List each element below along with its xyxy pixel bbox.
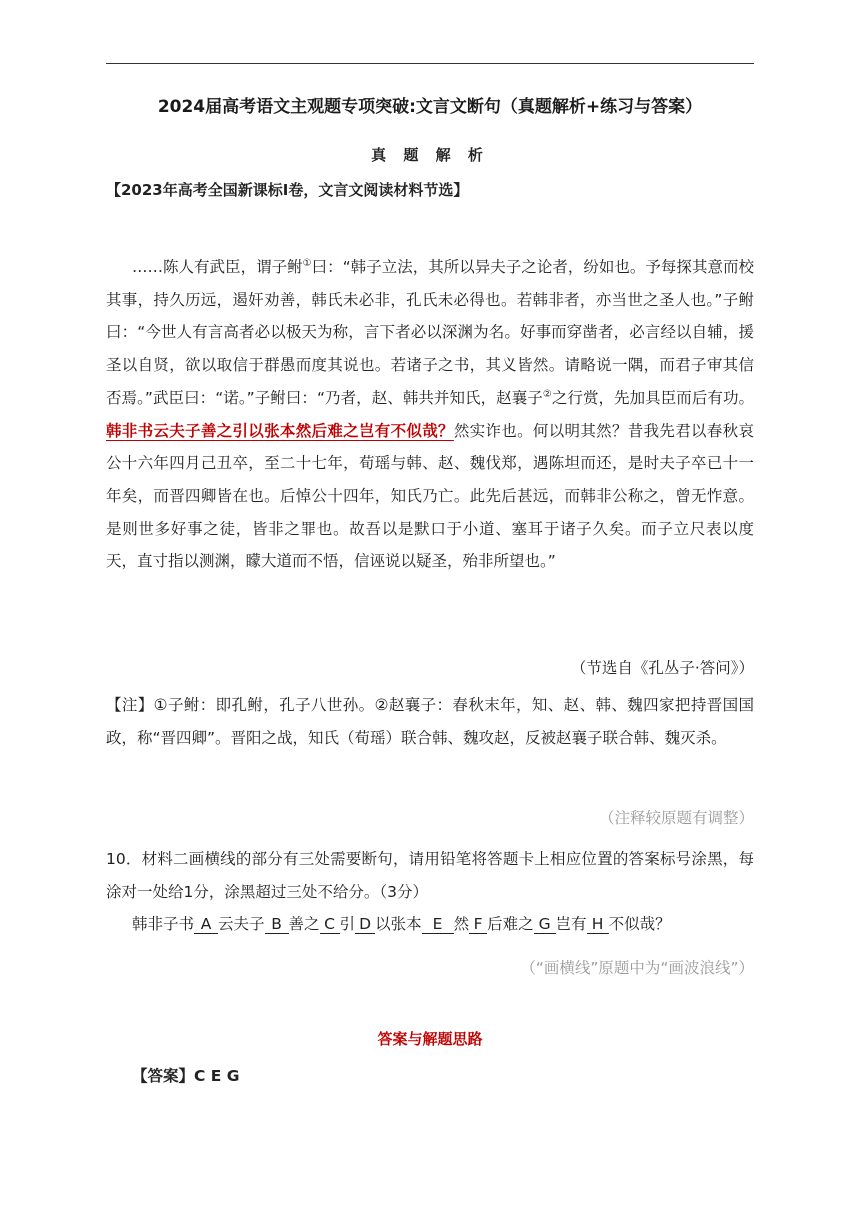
sentence-segment: 岂有 [555, 915, 587, 933]
answer-label: 【答案】 [132, 1067, 195, 1085]
classical-passage [106, 251, 754, 578]
sentence-segment: 以张本 [375, 915, 422, 933]
sentence-segment: 善之 [288, 915, 320, 933]
sentence-segment: 不似哉？ [608, 915, 671, 933]
slot-g: G [534, 915, 556, 934]
notes-text: 【注】①子鲋：即孔鲋，孔子八世孙。②赵襄子：春秋末年，知、赵、韩、魏四家把持晋国国政，称“晋四卿”。晋阳之战，知氏（荀瑶）联合韩、魏攻赵，反被赵襄子联合韩、魏灭杀。 [106, 696, 754, 747]
passage-part-2: 曰：“韩子立法，其所以异夫子之论者，纷如也。予每探其意而校其事，持久历远，遏奸劝善，韩氏未必非，孔氏未必得也。若韩非者，亦当世之圣人也。”子鲋曰：“今世人有言高者必以极天为称，言下者必以深渊为名。好事而穿凿者，必言经以自辅，援圣以自贤，欲以取信于群愚而度其说也。若诸子之书，其义皆然。请略说一隅，而君子审其信否焉。”武臣曰：“诺。”子鲋曰：“乃者，赵、韩共并知氏，赵襄子 [106, 258, 754, 407]
sentence-segment: 引 [339, 915, 356, 933]
answer-line [132, 1064, 240, 1086]
question-text: 10．材料二画横线的部分有三处需要断句，请用铅笔将答题卡上相应位置的答案标号涂黑，每涂对一处给1分，涂黑超过三处不给分。（3分） [106, 850, 754, 901]
punctuation-sentence [132, 912, 671, 934]
material-source: 【2023年高考全国新课标Ⅰ卷，文言文阅读材料节选】 [106, 181, 469, 199]
slot-f: F [469, 915, 487, 934]
answer-value: C E G [194, 1067, 240, 1085]
answer-heading: 答案与解题思路 [377, 1030, 483, 1048]
document-title: 2024届高考语文主观题专项突破:文言文断句（真题解析+练习与答案） [157, 97, 703, 117]
annotation-notes [106, 689, 754, 754]
question-10 [106, 843, 754, 908]
sentence-segment: 然 [453, 915, 470, 933]
passage-part-3: 之行赏，先加具臣而后有功。 [551, 388, 754, 407]
passage-part-1: ……陈人有武臣，谓子鲋 [132, 258, 303, 276]
footnote-ref-2: ② [542, 388, 552, 400]
slot-c: C [320, 915, 340, 934]
header-rule [106, 63, 754, 64]
slot-h: H [587, 915, 609, 934]
passage-part-4: 然实诈也。何以明其然？昔我先君以春秋哀公十六年四月己丑卒，至二十七年，荀瑶与韩、赵、魏伐郑，遇陈坦而还，是时夫子卒已十一年矣，而晋四卿皆在也。后悼公十四年，知氏乃亡。此先后甚远，而韩非公称之，曾无怍意。是则世多好事之徒，皆非之罪也。故吾以是默口于小道、塞耳于诸子久矣。而子立尺表以度天，直寸指以测渊，矇大道而不悟，信诬说以疑圣，殆非所望也。” [106, 421, 754, 571]
notes-adjust-remark: （注释较原题有调整） [598, 809, 754, 827]
passage-citation: （节选自《孔丛子·答问》） [570, 659, 754, 677]
question-remark: （“画横线”原题中为“画波浪线”） [520, 959, 754, 977]
highlighted-sentence: 韩非书云夫子善之引以张本然后难之岂有不似哉？ [106, 421, 454, 440]
slot-a: A [194, 915, 218, 934]
sentence-segment: 云夫子 [218, 915, 265, 933]
slot-e: E [422, 915, 454, 934]
slot-d: D [355, 915, 375, 934]
section-heading: 真 题 解 析 [371, 146, 489, 164]
footnote-ref-1: ① [302, 258, 312, 269]
sentence-segment: 后难之 [487, 915, 534, 933]
slot-b: B [265, 915, 289, 934]
sentence-segment: 韩非子书 [132, 915, 195, 933]
